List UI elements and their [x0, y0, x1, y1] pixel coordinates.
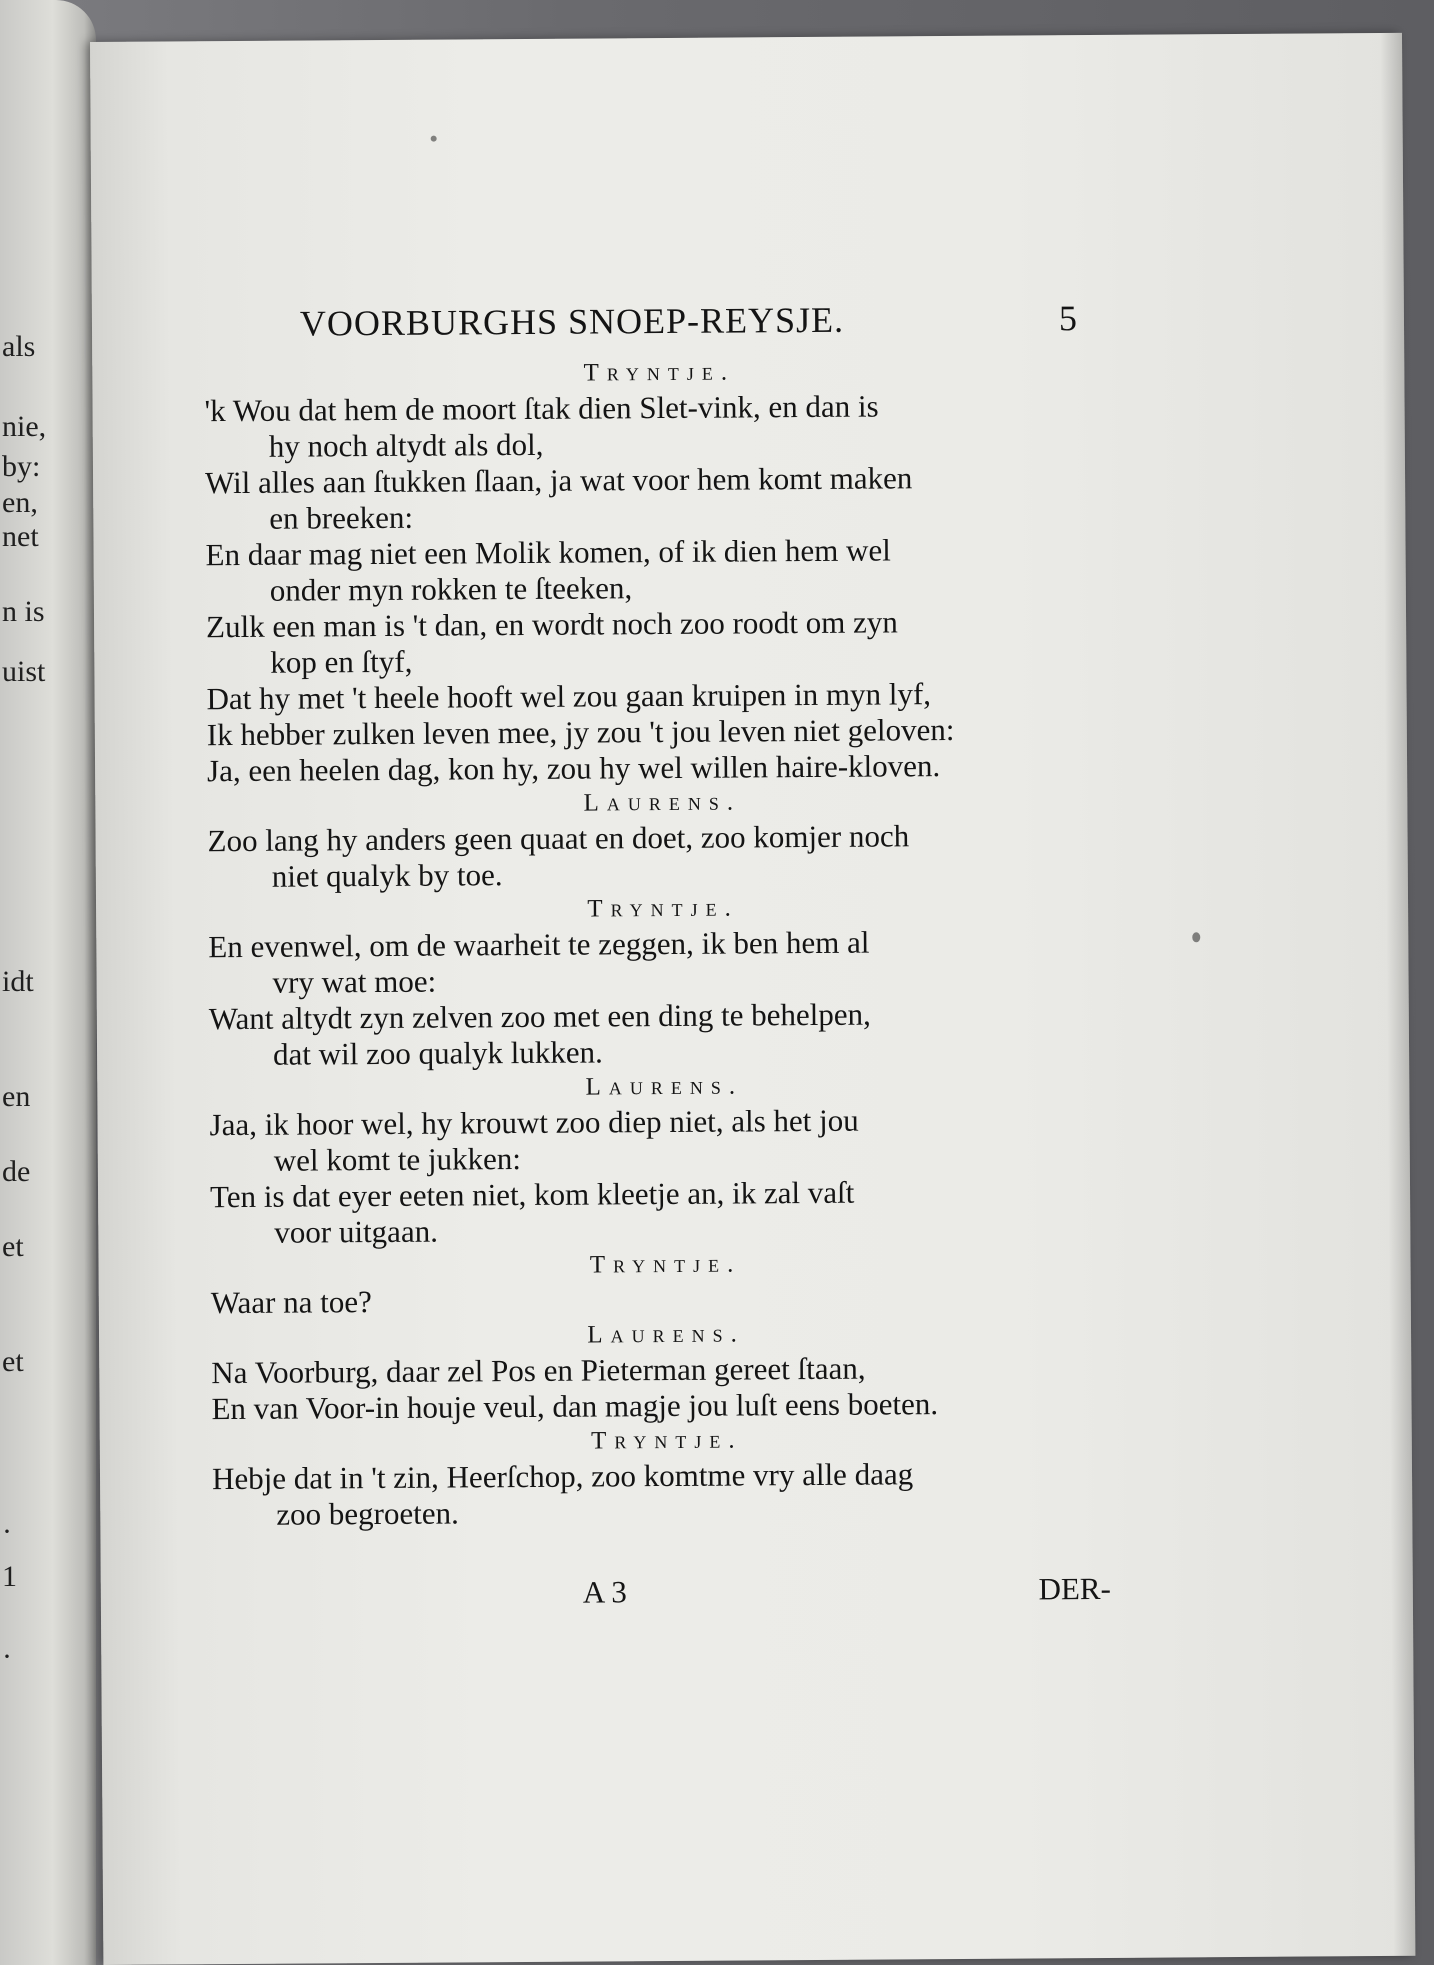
verse-line-text: En daar mag niet een Molik komen, of ik dien hem wel — [205, 532, 891, 573]
verse-line-text: Waar na toe? — [210, 1284, 372, 1321]
speaker-name: Tryntje. — [590, 1426, 743, 1455]
facing-page-fragment: net — [2, 520, 39, 553]
dialogue — [204, 353, 1122, 1533]
verse-line-text: Ik hebber zulken leven mee, jy zou 't jou leven niet geloven: — [206, 711, 955, 753]
verse-line — [209, 1101, 1119, 1179]
verse-line-continuation: zoo begroeten. — [276, 1495, 459, 1532]
speaker-name: Tryntje. — [587, 894, 739, 923]
verse-line — [209, 995, 1119, 1073]
verse-line-text: Jaa, ik hoor wel, hy krouwt zoo diep niet, als het jou — [209, 1102, 859, 1143]
facing-page-fragment: idt — [2, 965, 34, 998]
verse-line-text: En evenwel, om de waarheit te zeggen, ik ben hem al — [208, 924, 870, 965]
ink-smudge — [431, 136, 437, 142]
verse-line — [207, 817, 1117, 895]
book-page — [90, 33, 1415, 1965]
verse-line-text: Zulk een man is 't dan, en wordt noch zoo roodt om zyn — [205, 604, 898, 645]
verse-line — [212, 1455, 1122, 1533]
verse-line — [204, 387, 1114, 465]
facing-page-fragment: en, — [2, 486, 38, 519]
speaker-name: Laurens. — [585, 1072, 744, 1101]
verse-line-text: En van Voor-in houje veul, dan magje jou luſt eens boeten. — [211, 1386, 939, 1427]
catchword: DER- — [1038, 1570, 1111, 1607]
verse-line-text: Ja, een heelen dag, kon hy, zou hy wel willen haire-kloven. — [206, 748, 941, 789]
facing-page-fragment: als — [2, 330, 36, 363]
facing-page-fragment: de — [2, 1155, 31, 1188]
speaker-name: Tryntje. — [589, 1250, 742, 1279]
verse-line-continuation: onder myn rokken te ſteeken, — [269, 570, 633, 608]
verse-line-text: Ten is dat eyer eeten niet, kom kleetje an, ik zal vaſt — [209, 1174, 855, 1215]
verse-line-continuation: kop en ſtyf, — [270, 643, 413, 680]
facing-page-fragment: · — [2, 1640, 12, 1673]
verse-line — [205, 531, 1115, 609]
verse-line-continuation: niet qualyk by toe. — [271, 857, 503, 894]
verse-line-continuation: en breeken: — [269, 499, 414, 536]
signature-mark: A 3 — [582, 1574, 627, 1610]
verse-line-text: Wil alles aan ſtukken ſlaan, ja wat voor hem komt maken — [204, 460, 913, 501]
facing-page-fragment: en — [2, 1080, 31, 1113]
verse-line-continuation: dat wil zoo qualyk lukken. — [272, 1034, 603, 1072]
facing-page-fragment: · — [2, 1515, 12, 1548]
facing-page-left — [0, 0, 96, 1965]
page-number: 5 — [1058, 298, 1079, 339]
verse-line-text: 'k Wou dat hem de moort ſtak dien Slet-vink, en dan is — [204, 388, 879, 429]
verse-line — [208, 923, 1118, 1001]
verse-line-continuation: vry wat moe: — [272, 963, 437, 1000]
verse-line — [210, 1173, 1120, 1251]
verse-line-text: Want altydt zyn zelven zoo met een ding te behelpen, — [208, 996, 871, 1037]
facing-page-fragment: 1 — [2, 1560, 17, 1593]
verse-line-text: Hebje dat in 't zin, Heerſchop, zoo komtme vry alle daag — [211, 1456, 914, 1497]
facing-page-fragment: n is — [2, 595, 45, 628]
speaker-name: Tryntje. — [583, 358, 736, 387]
verse-line-text: Na Voorburg, daar zel Pos en Pieterman gereet ſtaan, — [211, 1350, 866, 1391]
ink-smudge — [1192, 932, 1200, 942]
facing-page-fragment: by: — [2, 450, 41, 483]
text-block — [204, 297, 1123, 1617]
verse-line-text: Zoo lang hy anders geen quaat en doet, zoo komjer noch — [207, 818, 910, 859]
speaker-name: Laurens. — [583, 788, 742, 817]
verse-line-continuation: voor uitgaan. — [274, 1213, 439, 1250]
running-head: VOORBURGHS SNOEP-REYSJE. — [299, 299, 845, 344]
facing-page-fragment: et — [2, 1345, 24, 1378]
facing-page-fragment: uist — [2, 655, 46, 688]
verse-line-continuation: hy noch altydt als dol, — [268, 426, 544, 464]
verse-line — [205, 459, 1115, 537]
speaker-name: Laurens. — [587, 1320, 745, 1349]
facing-page-fragment: et — [2, 1230, 24, 1263]
verse-line-text: Dat hy met 't heele hooft wel zou gaan kruipen in myn lyf, — [206, 676, 932, 717]
facing-page-fragment: nie, — [2, 410, 47, 443]
page-header — [204, 297, 1114, 355]
verse-line-continuation: wel komt te jukken: — [273, 1141, 522, 1178]
page-footer — [213, 1571, 1123, 1617]
verse-line — [206, 603, 1116, 681]
